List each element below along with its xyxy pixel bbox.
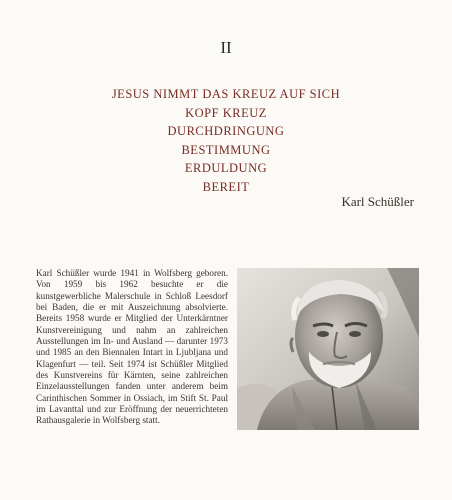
poem-line: BESTIMMUNG — [181, 142, 271, 157]
poem-line: DURCHDRINGUNG — [167, 124, 285, 139]
author-name: Karl Schüßler — [341, 194, 414, 209]
poem-line: BEREIT — [202, 179, 250, 194]
chapter-numeral: II — [220, 38, 232, 57]
poem-line: JESUS NIMMT DAS KREUZ AUF SICH — [111, 87, 341, 101]
author-biography: Karl Schüßler wurde 1941 in Wolfsberg geboren. Von 1959 bis 1962 besuchte er die kunstgewerbliche Malerschule in Schloß Leesdorf bei Baden, die er mit Auszeichnung absolvierte. Bereits 1958 wurde er Mitglied der Unterkärntner Kunstvereinigung und nahm an zahlreichen Ausstellungen im In- und Ausland — darunter 1973 und 1985 an den Biennalen Intart in Ljubljana und Klagenfurt — teil. Seit 1974 ist Schüßler Mitglied des Kunstvereins für Kärnten, seine zahlreichen Einzelausstellungen fanden unter anderem beim Carinthischen Sommer in Ossiach, im Stift St. Paul im Lavanttal und zur Eröffnung der neuerrichteten Rathausgalerie in Wolfsberg statt. — [36, 268, 228, 426]
poem-line: KOPF KREUZ — [185, 105, 267, 120]
poem-line: ERDULDUNG — [184, 161, 268, 176]
poem — [0, 85, 452, 197]
portrait-photo-icon — [237, 268, 419, 430]
author-portrait — [237, 268, 419, 430]
